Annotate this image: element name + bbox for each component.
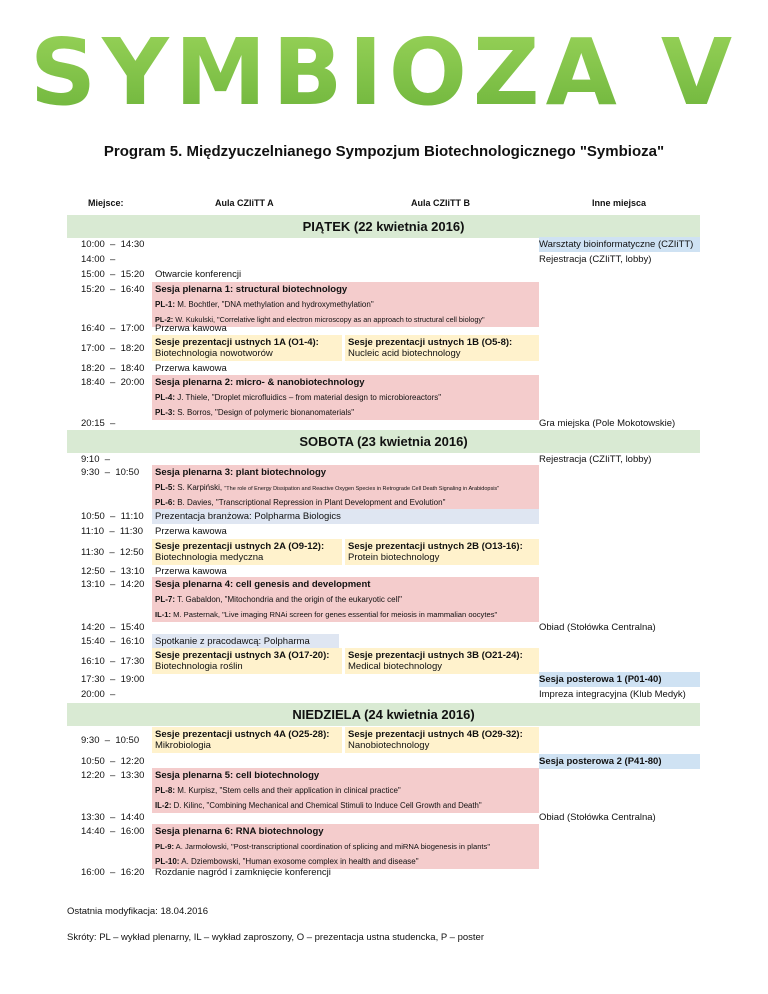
- event-lunch: Obiad (Stołówka Centralna): [539, 812, 656, 823]
- lecture-pl6: PL-6: B. Davies, "Transcriptional Repression in Plant Development and Evolution": [152, 495, 539, 510]
- plenary-session-1: Sesja plenarna 1: structural biotechnology: [152, 282, 539, 297]
- lecture-pl7: PL-7: T. Gabaldon, "Mitochondria and the origin of the eukaryotic cell": [152, 592, 539, 607]
- abbreviations: Skróty: PL – wykład plenarny, IL – wykład zaproszony, O – prezentacja ustna studencka, P – poster: [67, 932, 484, 943]
- time: 15:40 – 16:10: [81, 636, 145, 647]
- time: 11:10 – 11:30: [81, 526, 143, 537]
- col-place: Miejsce:: [88, 198, 124, 208]
- day-header-friday: PIĄTEK (22 kwietnia 2016): [67, 215, 700, 238]
- event-party: Impreza integracyjna (Klub Medyk): [539, 689, 686, 700]
- plenary-session-2: Sesja plenarna 2: micro- & nanobiotechnology: [152, 375, 539, 390]
- event-registration: Rejestracja (CZIiTT, lobby): [539, 454, 652, 465]
- oral-session-1b: Sesje prezentacji ustnych 1B (O5-8): Nucleic acid biotechnology: [345, 335, 539, 361]
- lecture-pl5: PL-5: S. Karpiński, "The role of Energy Dissipation and Reactive Oxygen Species in Retrograde Cell Death Signaling in Arabidopsis": [152, 480, 539, 495]
- plenary-session-3: Sesja plenarna 3: plant biotechnology: [152, 465, 539, 480]
- lecture-pl2: PL-2: W. Kukulski, "Correlative light and electron microscopy as an approach to structural cell biology": [152, 312, 539, 327]
- lecture-pl4: PL-4: J. Thiele, "Droplet microfluidics – from material design to microbioreactors": [152, 390, 539, 405]
- event-registration: Rejestracja (CZIiTT, lobby): [539, 254, 652, 265]
- oral-session-4b: Sesje prezentacji ustnych 4B (O29-32): Nanobiotechnology: [345, 727, 539, 753]
- event-city-game: Gra miejska (Pole Mokotowskie): [539, 418, 676, 429]
- time: 17:30 – 19:00: [81, 674, 145, 685]
- last-modified: Ostatnia modyfikacja: 18.04.2016: [67, 906, 209, 917]
- time: 17:00 – 18:20: [81, 343, 145, 354]
- day-header-saturday: SOBOTA (23 kwietnia 2016): [67, 430, 700, 453]
- symbioza-logo: [0, 18, 768, 118]
- time: 14:00 –: [81, 254, 116, 265]
- plenary-session-5: Sesja plenarna 5: cell biotechnology: [152, 768, 539, 783]
- lecture-pl1: PL-1: M. Bochtler, "DNA methylation and hydroxymethylation": [152, 297, 539, 312]
- plenary-session-4: Sesja plenarna 4: cell genesis and development: [152, 577, 539, 592]
- time: 13:30 – 14:40: [81, 812, 145, 823]
- oral-session-4a: Sesje prezentacji ustnych 4A (O25-28): Mikrobiologia: [152, 727, 342, 753]
- time: 15:20 – 16:40: [81, 284, 145, 295]
- poster-session-2: Sesja posterowa 2 (P41-80): [539, 754, 700, 769]
- lecture-pl10: PL-10: A. Dziembowski, "Human exosome complex in health and disease": [152, 854, 539, 869]
- time: 20:15 –: [81, 418, 116, 429]
- time: 9:30 – 10:50: [81, 735, 140, 746]
- time: 10:50 – 11:10: [81, 511, 144, 522]
- oral-session-2b: Sesje prezentacji ustnych 2B (O13-16): Protein biotechnology: [345, 539, 539, 565]
- oral-session-3b: Sesje prezentacji ustnych 3B (O21-24): Medical biotechnology: [345, 648, 539, 674]
- lecture-il1: IL-1: M. Pasternak, "Live imaging RNAi screen for genes essential for meiosis in mammalian oocytes": [152, 607, 539, 622]
- oral-session-3a: Sesje prezentacji ustnych 3A (O17-20): Biotechnologia roślin: [152, 648, 342, 674]
- day-header-sunday: NIEDZIELA (24 kwietnia 2016): [67, 703, 700, 726]
- oral-session-2a: Sesje prezentacji ustnych 2A (O9-12): Biotechnologia medyczna: [152, 539, 342, 565]
- industry-presentation: Prezentacja branżowa: Polpharma Biologics: [152, 509, 539, 524]
- page-title: Program 5. Międzyuczelnianego Sympozjum Biotechnologicznego "Symbioza": [103, 143, 665, 160]
- event-closing: Rozdanie nagród i zamknięcie konferencji: [155, 867, 331, 878]
- coffee-break: Przerwa kawowa: [155, 363, 227, 374]
- time: 16:10 – 17:30: [81, 656, 145, 667]
- lecture-pl9: PL-9: A. Jarmołowski, "Post-transcriptional coordination of splicing and miRNA biogenesis in plants": [152, 839, 539, 854]
- employer-meeting: Spotkanie z pracodawcą: Polpharma: [152, 634, 339, 649]
- time: 11:30 – 12:50: [81, 547, 144, 558]
- time: 12:20 – 13:30: [81, 770, 145, 781]
- event-opening: Otwarcie konferencji: [155, 269, 242, 280]
- time: 18:20 – 18:40: [81, 363, 145, 374]
- coffee-break: Przerwa kawowa: [155, 566, 227, 577]
- time: 10:00 – 14:30: [81, 239, 145, 250]
- col-aula-b: Aula CZIiTT B: [411, 198, 470, 208]
- time: 13:10 – 14:20: [81, 579, 145, 590]
- time: 9:10 –: [81, 454, 111, 465]
- time: 14:40 – 16:00: [81, 826, 145, 837]
- lecture-pl8: PL-8: M. Kurpisz, "Stem cells and their application in clinical practice": [152, 783, 539, 798]
- lecture-il2: IL-2: D. Kilinc, "Combining Mechanical and Chemical Stimuli to Induce Cell Growth and Death": [152, 798, 539, 813]
- col-aula-a: Aula CZIiTT A: [215, 198, 274, 208]
- event-workshop: Warsztaty bioinformatyczne (CZIiTT): [539, 237, 700, 252]
- plenary-session-6: Sesja plenarna 6: RNA biotechnology: [152, 824, 539, 839]
- time: 10:50 – 12:20: [81, 756, 145, 767]
- coffee-break: Przerwa kawowa: [155, 526, 227, 537]
- lecture-pl3: PL-3: S. Borros, "Design of polymeric bionanomaterials": [152, 405, 539, 420]
- oral-session-1a: Sesje prezentacji ustnych 1A (O1-4): Biotechnologia nowotworów: [152, 335, 342, 361]
- poster-session-1: Sesja posterowa 1 (P01-40): [539, 672, 700, 687]
- time: 20:00 –: [81, 689, 116, 700]
- time: 15:00 – 15:20: [81, 269, 145, 280]
- logo-text: SYMBIOZA V: [29, 19, 739, 118]
- time: 9:30 – 10:50: [81, 467, 140, 478]
- coffee-break: Przerwa kawowa: [155, 323, 227, 334]
- event-lunch: Obiad (Stołówka Centralna): [539, 622, 656, 633]
- time: 16:00 – 16:20: [81, 867, 145, 878]
- time: 12:50 – 13:10: [81, 566, 145, 577]
- col-other: Inne miejsca: [592, 198, 647, 208]
- time: 14:20 – 15:40: [81, 622, 145, 633]
- time: 18:40 – 20:00: [81, 377, 145, 388]
- time: 16:40 – 17:00: [81, 323, 145, 334]
